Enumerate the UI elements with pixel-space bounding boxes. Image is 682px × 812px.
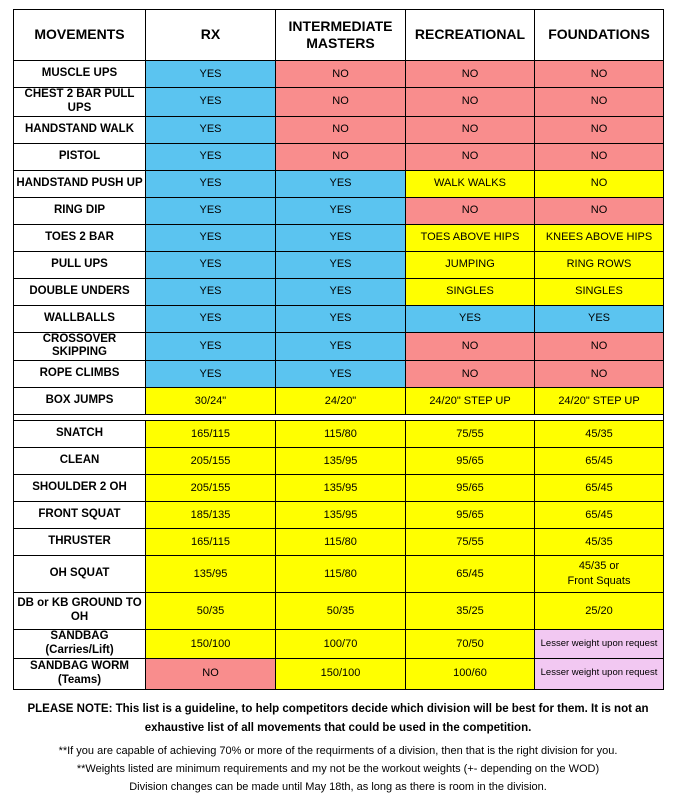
standard-cell-foundations: Lesser weight upon request <box>535 630 664 659</box>
table-row <box>14 502 664 529</box>
standard-cell-rx: 50/35 <box>146 593 276 630</box>
standard-cell-foundations: NO <box>535 197 664 224</box>
header-intermediate-masters: INTERMEDIATE MASTERS <box>276 10 406 61</box>
standard-cell-foundations: NO <box>535 88 664 117</box>
weights-note: **Weights listed are minimum requirements and my not be the workout weights (+- depending on the WOD) <box>76 763 600 775</box>
requirement-note: **If you are capable of achieving 70% or more of the requirments of a division, then that is the right division for you. <box>58 745 618 757</box>
standard-cell-intermediate-masters: 115/80 <box>276 421 406 448</box>
table-row <box>14 421 664 448</box>
header-row <box>14 10 664 61</box>
standard-cell-intermediate-masters: YES <box>276 170 406 197</box>
standard-cell-foundations: 25/20 <box>535 593 664 630</box>
standard-cell-rx: YES <box>146 305 276 332</box>
standard-cell-foundations: NO <box>535 361 664 388</box>
table-row <box>14 197 664 224</box>
standard-cell-intermediate-masters: 24/20" <box>276 388 406 415</box>
standard-cell-recreational: 95/65 <box>406 448 535 475</box>
standard-cell-intermediate-masters: NO <box>276 61 406 88</box>
standard-cell-recreational: 24/20" STEP UP <box>406 388 535 415</box>
movement-name: THRUSTER <box>14 529 146 556</box>
standard-cell-recreational: NO <box>406 88 535 117</box>
table-row <box>14 361 664 388</box>
standard-cell-recreational: NO <box>406 61 535 88</box>
standard-cell-foundations: 45/35 <box>535 421 664 448</box>
standard-cell-rx: YES <box>146 224 276 251</box>
guideline-note: PLEASE NOTE: This list is a guideline, to help competitors decide which division will be best for them. It is not an exhaustive list of all movements that could be used in the competition. <box>27 703 649 734</box>
table-row <box>14 170 664 197</box>
standard-cell-rx: 135/95 <box>146 556 276 593</box>
movement-name: RING DIP <box>14 197 146 224</box>
movement-name: WALLBALLS <box>14 305 146 332</box>
movement-name: DOUBLE UNDERS <box>14 278 146 305</box>
standard-cell-recreational: NO <box>406 332 535 361</box>
movement-name: DB or KB GROUND TO OH <box>14 593 146 630</box>
standard-cell-recreational: TOES ABOVE HIPS <box>406 224 535 251</box>
table-row <box>14 593 664 630</box>
standard-cell-intermediate-masters: NO <box>276 88 406 117</box>
movement-name: FRONT SQUAT <box>14 502 146 529</box>
table-row <box>14 88 664 117</box>
movement-name: HANDSTAND WALK <box>14 116 146 143</box>
standard-cell-foundations: NO <box>535 332 664 361</box>
standard-cell-recreational: NO <box>406 116 535 143</box>
standard-cell-rx: YES <box>146 361 276 388</box>
standard-cell-foundations: KNEES ABOVE HIPS <box>535 224 664 251</box>
standard-cell-rx: YES <box>146 332 276 361</box>
standard-cell-rx: YES <box>146 251 276 278</box>
division-change-note: Division changes can be made until May 18th, as long as there is room in the division. <box>129 781 547 793</box>
movement-name: CROSSOVER SKIPPING <box>14 332 146 361</box>
movement-name: ROPE CLIMBS <box>14 361 146 388</box>
movement-name: PULL UPS <box>14 251 146 278</box>
standard-cell-rx: 205/155 <box>146 475 276 502</box>
standard-cell-foundations: 45/35 <box>535 529 664 556</box>
table-row <box>14 116 664 143</box>
standard-cell-rx: YES <box>146 197 276 224</box>
standard-cell-intermediate-masters: NO <box>276 143 406 170</box>
header-rx: RX <box>146 10 276 61</box>
standard-cell-rx: YES <box>146 143 276 170</box>
standard-cell-foundations: NO <box>535 170 664 197</box>
standard-cell-intermediate-masters: 135/95 <box>276 502 406 529</box>
table-row <box>14 332 664 361</box>
standard-cell-intermediate-masters: 50/35 <box>276 593 406 630</box>
table-row <box>14 448 664 475</box>
standard-cell-rx: 165/115 <box>146 529 276 556</box>
table-row <box>14 658 664 689</box>
movement-name: HANDSTAND PUSH UP <box>14 170 146 197</box>
standard-cell-rx: 150/100 <box>146 630 276 659</box>
standard-cell-recreational: WALK WALKS <box>406 170 535 197</box>
standard-cell-recreational: NO <box>406 361 535 388</box>
table-row <box>14 224 664 251</box>
standard-cell-rx: YES <box>146 170 276 197</box>
movement-name: SANDBAG WORM (Teams) <box>14 658 146 689</box>
standard-cell-intermediate-masters: 115/80 <box>276 529 406 556</box>
standard-cell-recreational: 35/25 <box>406 593 535 630</box>
standard-cell-foundations: 65/45 <box>535 502 664 529</box>
standard-cell-intermediate-masters: NO <box>276 116 406 143</box>
movement-name: TOES 2 BAR <box>14 224 146 251</box>
table-row <box>14 630 664 659</box>
standard-cell-recreational: 100/60 <box>406 658 535 689</box>
table-row <box>14 388 664 415</box>
standard-cell-recreational: 95/65 <box>406 475 535 502</box>
standard-cell-recreational: JUMPING <box>406 251 535 278</box>
standard-cell-intermediate-masters: 150/100 <box>276 658 406 689</box>
standard-cell-intermediate-masters: 100/70 <box>276 630 406 659</box>
movement-name: CHEST 2 BAR PULL UPS <box>14 88 146 117</box>
standard-cell-rx: 185/135 <box>146 502 276 529</box>
table-row <box>14 305 664 332</box>
standard-cell-foundations: NO <box>535 143 664 170</box>
standard-cell-rx: YES <box>146 61 276 88</box>
division-standards-table-wrapper <box>13 9 663 690</box>
standard-cell-intermediate-masters: 135/95 <box>276 475 406 502</box>
table-row <box>14 143 664 170</box>
standard-cell-foundations: NO <box>535 116 664 143</box>
standard-cell-rx: 205/155 <box>146 448 276 475</box>
table-row <box>14 529 664 556</box>
movement-name: PISTOL <box>14 143 146 170</box>
standard-cell-intermediate-masters: YES <box>276 361 406 388</box>
standard-cell-rx: YES <box>146 278 276 305</box>
table-row <box>14 61 664 88</box>
movement-name: BOX JUMPS <box>14 388 146 415</box>
standard-cell-foundations: 65/45 <box>535 475 664 502</box>
standard-cell-intermediate-masters: YES <box>276 305 406 332</box>
standard-cell-intermediate-masters: 115/80 <box>276 556 406 593</box>
standard-cell-recreational: 65/45 <box>406 556 535 593</box>
standard-cell-foundations: RING ROWS <box>535 251 664 278</box>
standard-cell-intermediate-masters: YES <box>276 197 406 224</box>
table-row <box>14 278 664 305</box>
standard-cell-foundations: 45/35 or Front Squats <box>535 556 664 593</box>
standard-cell-recreational: 95/65 <box>406 502 535 529</box>
standard-cell-recreational: 75/55 <box>406 529 535 556</box>
standard-cell-recreational: 70/50 <box>406 630 535 659</box>
standard-cell-recreational: YES <box>406 305 535 332</box>
standard-cell-intermediate-masters: YES <box>276 251 406 278</box>
header-movements: MOVEMENTS <box>14 10 146 61</box>
standard-cell-rx: NO <box>146 658 276 689</box>
table-body <box>14 61 664 690</box>
movement-name: SNATCH <box>14 421 146 448</box>
standard-cell-foundations: Lesser weight upon request <box>535 658 664 689</box>
standard-cell-intermediate-masters: 135/95 <box>276 448 406 475</box>
standard-cell-foundations: NO <box>535 61 664 88</box>
movement-name: MUSCLE UPS <box>14 61 146 88</box>
table-row <box>14 475 664 502</box>
movement-name: SANDBAG (Carries/Lift) <box>14 630 146 659</box>
movement-name: OH SQUAT <box>14 556 146 593</box>
standard-cell-foundations: 65/45 <box>535 448 664 475</box>
standard-cell-rx: 30/24" <box>146 388 276 415</box>
standard-cell-foundations: YES <box>535 305 664 332</box>
standard-cell-recreational: NO <box>406 197 535 224</box>
movement-name: SHOULDER 2 OH <box>14 475 146 502</box>
header-foundations: FOUNDATIONS <box>535 10 664 61</box>
header-recreational: RECREATIONAL <box>406 10 535 61</box>
standard-cell-rx: 165/115 <box>146 421 276 448</box>
standard-cell-rx: YES <box>146 116 276 143</box>
standard-cell-intermediate-masters: YES <box>276 332 406 361</box>
standard-cell-rx: YES <box>146 88 276 117</box>
standard-cell-recreational: 75/55 <box>406 421 535 448</box>
notes-section <box>13 700 663 796</box>
standard-cell-foundations: SINGLES <box>535 278 664 305</box>
table-row <box>14 556 664 593</box>
standard-cell-recreational: SINGLES <box>406 278 535 305</box>
table-row <box>14 251 664 278</box>
standard-cell-foundations: 24/20" STEP UP <box>535 388 664 415</box>
movement-name: CLEAN <box>14 448 146 475</box>
standard-cell-intermediate-masters: YES <box>276 278 406 305</box>
division-standards-table <box>13 9 664 690</box>
standard-cell-intermediate-masters: YES <box>276 224 406 251</box>
standard-cell-recreational: NO <box>406 143 535 170</box>
